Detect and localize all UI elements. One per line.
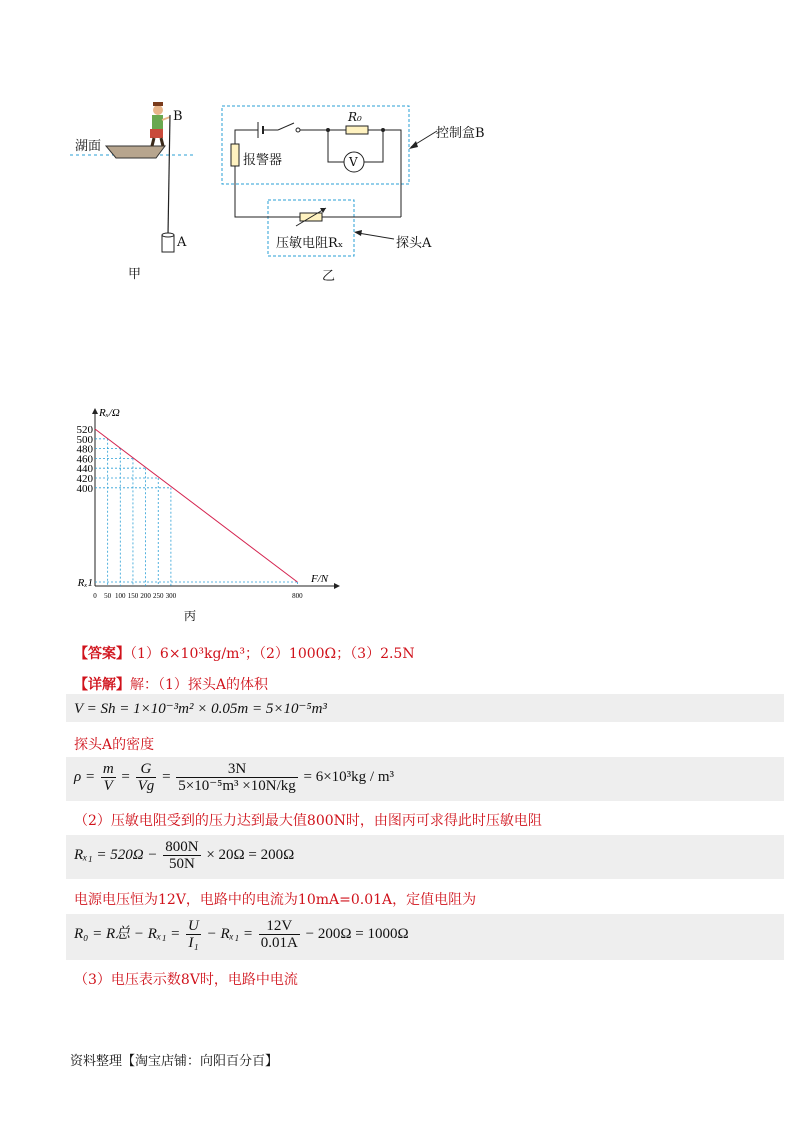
- x-tick-250: 250: [153, 592, 164, 600]
- switch: [278, 123, 294, 130]
- volume-formula: V = Sh = 1×10⁻³m² × 0.05m = 5×10⁻⁵m³: [74, 701, 327, 717]
- rx1-den: 50N: [168, 856, 195, 872]
- y-tick-520: 520: [76, 424, 93, 436]
- density-v: V: [103, 778, 113, 794]
- pointer-arrows: [405, 125, 445, 245]
- y-tick-480: 480: [76, 443, 93, 456]
- detail-line: [74, 674, 268, 694]
- x-tick-800: 800: [292, 592, 303, 600]
- density-den: 5×10⁻⁵m³ ×10N/kg: [178, 778, 296, 794]
- density-title: 探头A的密度: [74, 737, 155, 753]
- figure-bing-chart: [66, 404, 346, 626]
- alarm-label: 报警器: [243, 153, 283, 168]
- x-tick-150: 150: [127, 592, 139, 600]
- lake-label: 湖面: [75, 139, 102, 154]
- r0-num: 12V: [259, 918, 300, 935]
- density-result: = 6×10³kg / m³: [303, 768, 395, 785]
- density-formula: ρ = $\frac{m}{V}$ = $\frac{G}{Vg}$ = $\frac{3N}{\text{5×10⁻⁵m³ ×10N/kg}}$ = 6×10³kg / m³: [74, 761, 395, 794]
- answer-tag: 【答案】: [74, 646, 130, 662]
- density-vg: Vg: [137, 778, 155, 794]
- figure-jia: [70, 98, 210, 283]
- y-tick-rx1: Rₓ1: [77, 577, 93, 589]
- cable: [168, 115, 170, 235]
- footer-source: 资料整理【淘宝店铺：向阳百分百】: [70, 1054, 279, 1069]
- caption-yi: 乙: [322, 269, 336, 284]
- density-lhs: ρ =: [74, 768, 99, 785]
- r0-mid: − Rₓ₁ =: [206, 925, 254, 942]
- resistor-r0: [346, 126, 368, 134]
- resistor-r0-label: R₀: [348, 110, 362, 124]
- control-box-label: 控制盒B: [436, 126, 485, 141]
- probe-label: 探头A: [396, 236, 432, 251]
- density-g: G: [140, 761, 152, 777]
- r0-i: I₁: [188, 935, 199, 951]
- y-tick-460: 460: [76, 453, 93, 466]
- r0-den: 0.01A: [260, 935, 298, 951]
- supply-text: 电源电压恒为12V，电路中的电流为10mA=0.01A，定值电阻为: [74, 892, 477, 908]
- x-tick-100: 100: [115, 592, 126, 600]
- part2-text: （2）压敏电阻受到的压力达到最大值800N时，由图丙可求得此时压敏电阻: [74, 813, 542, 829]
- x-axis-arrow: [334, 583, 340, 589]
- rx1-num: 800N: [165, 839, 199, 855]
- y-tick-420: 420: [76, 473, 93, 485]
- density-num: 3N: [176, 761, 297, 778]
- caption-bing: 丙: [184, 609, 197, 623]
- x-tick-300: 300: [165, 592, 177, 600]
- rx-label: 压敏电阻Rₓ: [276, 236, 344, 251]
- y-axis-arrow: [92, 408, 98, 414]
- detail-tag: 【详解】: [74, 677, 130, 693]
- part3-text: （3）电压表示数8V时，电路中电流: [74, 972, 298, 988]
- rx1-lhs: Rₓ₁ = 520Ω −: [74, 846, 158, 863]
- caption-jia: 甲: [128, 267, 142, 282]
- detail-intro: 解：（1）探头A的体积: [130, 677, 269, 693]
- person-figure: [150, 102, 170, 146]
- density-m: m: [102, 761, 114, 777]
- r0-formula: [74, 918, 409, 951]
- x-tick-200: 200: [140, 592, 151, 600]
- y-axis-label: Rₓ/Ω: [99, 407, 120, 419]
- answer-text: （1）6×10³kg/m³；（2）1000Ω；（3）2.5N: [130, 646, 415, 662]
- alarm: [231, 144, 239, 166]
- r0-u: U: [188, 918, 199, 934]
- r0-lhs: R₀ = R总 − Rₓ₁ =: [74, 925, 181, 942]
- point-a-label: A: [177, 235, 187, 250]
- r0-rhs: − 200Ω = 1000Ω: [305, 925, 409, 942]
- series-line: [95, 429, 297, 582]
- voltmeter-label: V: [349, 155, 358, 169]
- y-tick-500: 500: [76, 433, 93, 446]
- rx1-rhs: × 20Ω = 200Ω: [206, 846, 295, 863]
- x-axis-label: F/N: [311, 573, 329, 585]
- x-tick-50: 50: [104, 592, 112, 600]
- y-tick-400: 400: [76, 482, 93, 495]
- probe-pointer-arrow: [350, 226, 398, 246]
- answer-line: [74, 643, 415, 663]
- control-box-outline: [222, 106, 409, 184]
- x-tick-0: 0: [93, 592, 97, 600]
- boat: [106, 146, 165, 158]
- y-tick-440: 440: [76, 463, 93, 476]
- point-b-label: B: [173, 109, 183, 124]
- probe-a: [162, 235, 174, 252]
- rx1-formula: [74, 839, 294, 872]
